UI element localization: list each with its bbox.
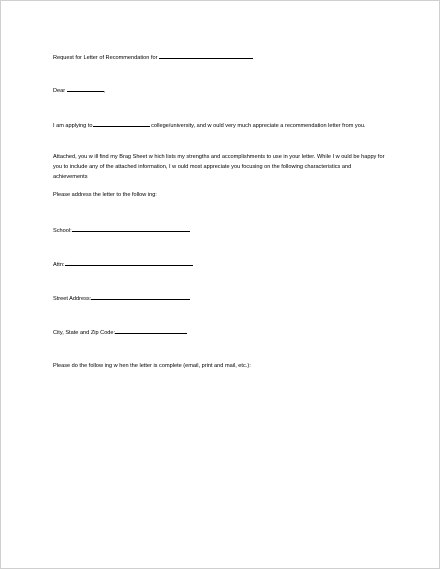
attn-line	[53, 260, 193, 269]
city-blank[interactable]	[115, 328, 187, 334]
applying-suffix: college/university, and w ould very much appreciate a recommendation letter from you.	[151, 123, 366, 129]
street-blank[interactable]	[91, 294, 190, 300]
request-name-blank[interactable]	[159, 53, 253, 59]
attached-line-3: achievements	[53, 174, 88, 180]
request-line	[53, 53, 253, 62]
attn-label: Attn:	[53, 262, 65, 268]
attached-line-2: you to include any of the attached information, I w ould most appreciate you focusing on the following characteristics and	[53, 164, 352, 170]
street-line	[53, 294, 190, 303]
attached-paragraph	[53, 152, 398, 182]
applying-prefix: I am applying to	[53, 123, 93, 129]
closing-line: Please do the follow ing w hen the letter is complete (email, print and mail, etc.):	[53, 363, 251, 369]
attached-line-1: Attached, you w ill find my Brag Sheet w hich lists my strengths and accomplishments to use in your letter. While I w ould be happy for	[53, 154, 385, 160]
recipient-name-blank[interactable]	[67, 86, 104, 92]
address-intro: Please address the letter to the follow ing:	[53, 192, 157, 198]
city-line	[53, 328, 187, 337]
dear-label: Dear	[53, 88, 66, 94]
applying-line	[53, 121, 366, 130]
street-label: Street Address:	[53, 296, 92, 302]
dear-line	[53, 86, 105, 95]
college-name-blank[interactable]	[93, 121, 150, 127]
city-label: City, State and Zip Code:	[53, 330, 116, 336]
dear-suffix: ,	[103, 88, 106, 94]
school-blank[interactable]	[72, 226, 190, 232]
request-label: Request for Letter of Recommendation for	[53, 55, 158, 61]
attn-blank[interactable]	[65, 260, 193, 266]
school-label: School:	[53, 228, 72, 234]
school-line	[53, 226, 190, 235]
